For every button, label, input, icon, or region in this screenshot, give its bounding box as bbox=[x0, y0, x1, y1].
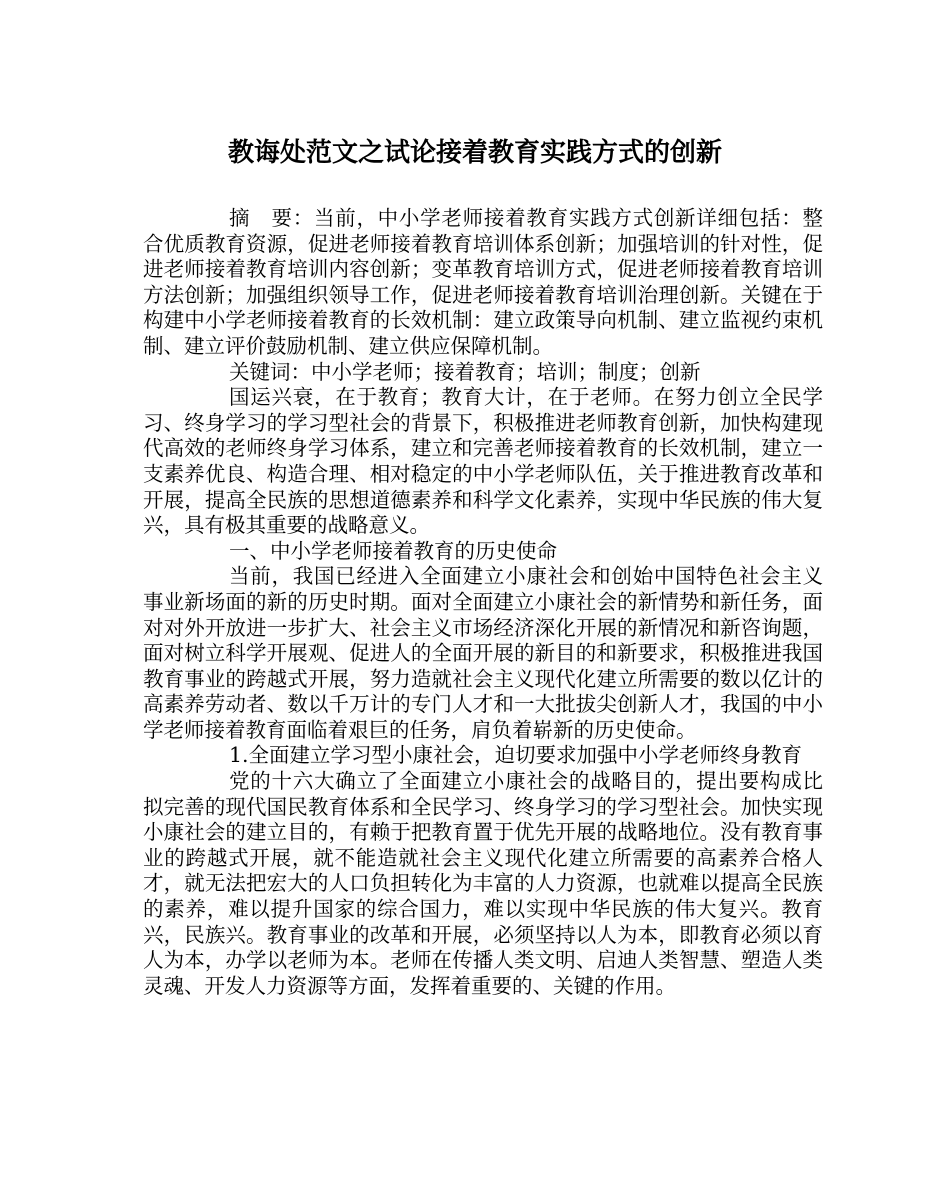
body-paragraph: 当前，我国已经进入全面建立小康社会和创始中国特色社会主义事业新场面的新的历史时期。面对全面建立小康社会的新情势和新任务，面对对外开放进一步扩大、社会主义市场经济深化开展的新情况和新咨询题，面对树立科学开展观、促进人的全面开展的新目的和新要求，积极推进我国教育事业的跨越式开展，努力造就社会主义现代化建立所需要的数以亿计的高素养劳动者、数以千万计的专门人才和一大批拔尖创新人才，我国的中小学老师接着教育面临着艰巨的任务，肩负着崭新的历史使命。 bbox=[143, 564, 823, 742]
abstract-paragraph: 摘 要：当前，中小学老师接着教育实践方式创新详细包括：整合优质教育资源，促进老师接着教育培训体系创新；加强培训的针对性，促进老师接着教育培训内容创新；变革教育培训方式，促进老师接着教育培训方法创新；加强组织领导工作，促进老师接着教育培训治理创新。关键在于构建中小学老师接着教育的长效机制：建立政策导向机制、建立监视约束机制、建立评价鼓励机制、建立供应保障机制。 bbox=[143, 206, 823, 358]
document-title: 教诲处范文之试论接着教育实践方式的创新 bbox=[227, 138, 722, 168]
section-heading: 一、中小学老师接着教育的历史使命 bbox=[229, 538, 557, 563]
subsection-heading: 1.全面建立学习型小康社会，迫切要求加强中小学老师终身教育 bbox=[229, 743, 803, 768]
intro-paragraph: 国运兴衰，在于教育；教育大计，在于老师。在努力创立全民学习、终身学习的学习型社会的背景下，积极推进老师教育创新，加快构建现代高效的老师终身学习体系，建立和完善老师接着教育的长效机制，建立一支素养优良、构造合理、相对稳定的中小学老师队伍，关于推进教育改革和开展，提高全民族的思想道德素养和科学文化素养，实现中华民族的伟大复兴，具有极其重要的战略意义。 bbox=[143, 385, 823, 538]
keywords-paragraph: 关键词：中小学老师；接着教育；培训；制度；创新 bbox=[229, 359, 701, 384]
body-paragraph: 党的十六大确立了全面建立小康社会的战略目的，提出要构成比拟完善的现代国民教育体系和全民学习、终身学习的学习型社会。加快实现小康社会的建立目的，有赖于把教育置于优先开展的战略地位。没有教育事业的跨越式开展，就不能造就社会主义现代化建立所需要的高素养合格人才，就无法把宏大的人口负担转化为丰富的人力资源，也就难以提高全民族的素养，难以提升国家的综合国力，难以实现中华民族的伟大复兴。教育兴，民族兴。教育事业的改革和开展，必须坚持以人为本，即教育必须以育人为本，办学以老师为本。老师在传播人类文明、启迪人类智慧、塑造人类灵魂、开发人力资源等方面，发挥着重要的、关键的作用。 bbox=[143, 769, 823, 998]
document-body bbox=[143, 206, 823, 999]
